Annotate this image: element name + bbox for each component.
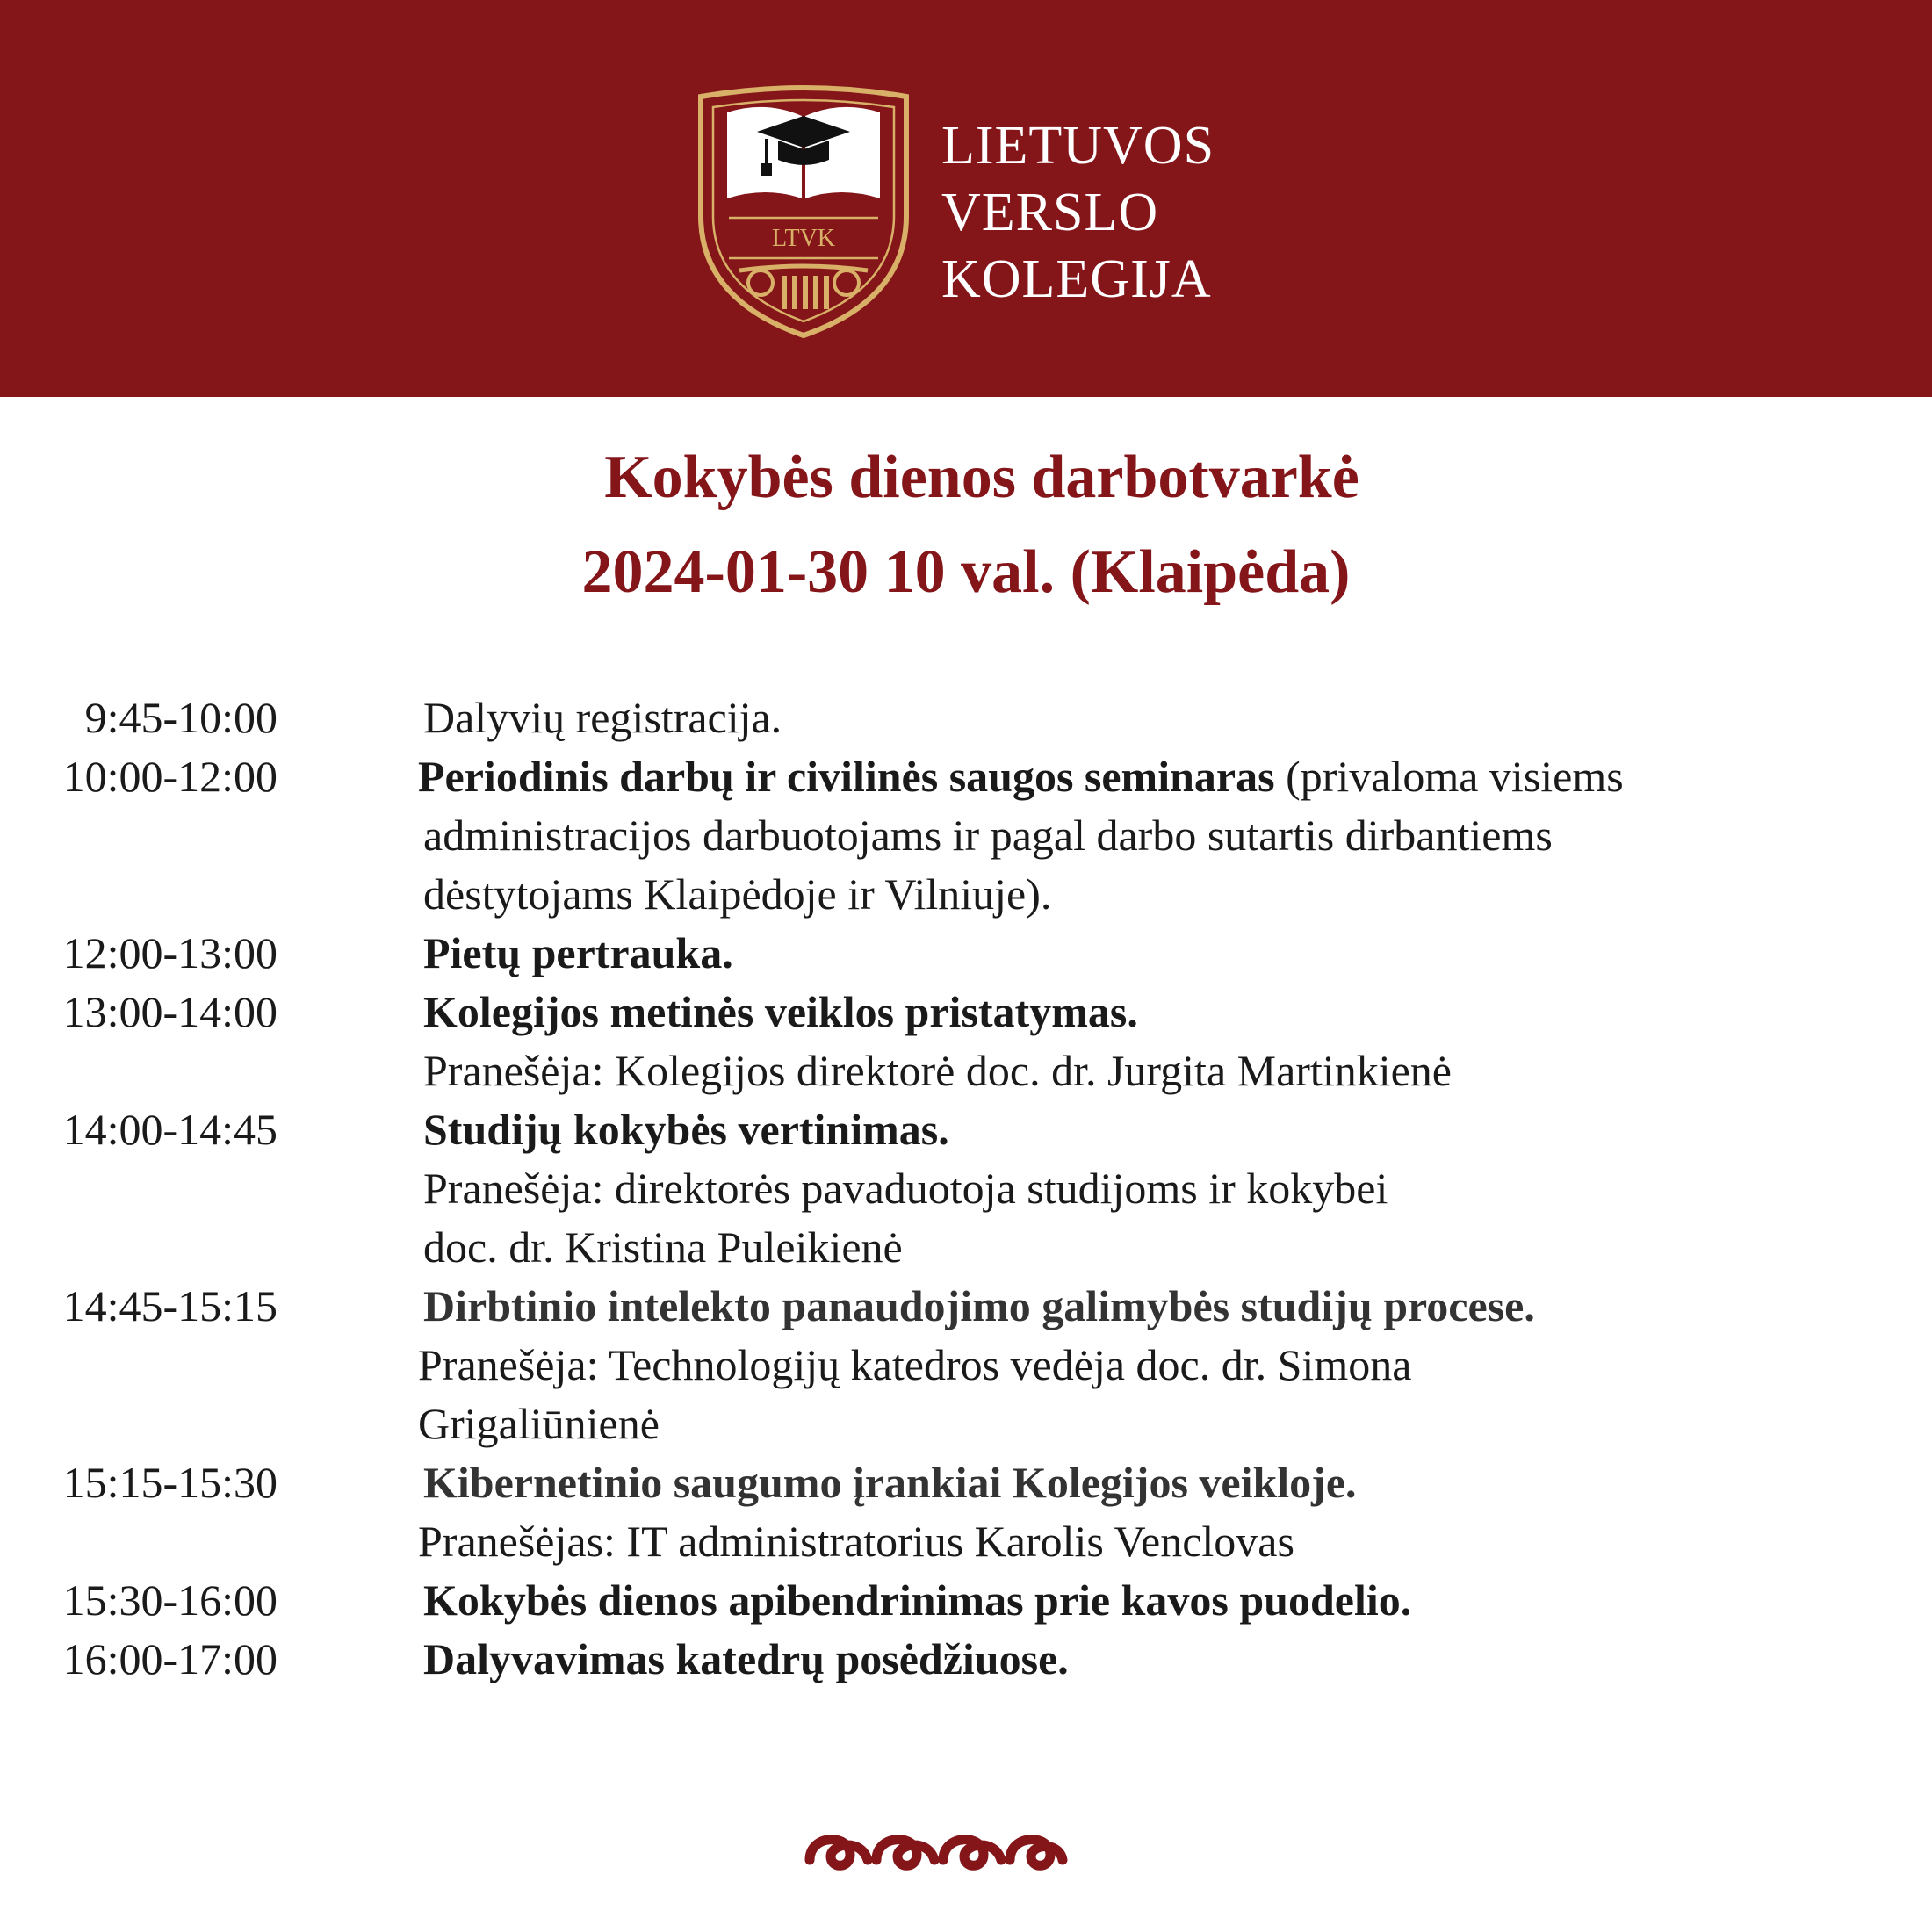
- agenda-time: 15:30-16:00: [62, 1575, 278, 1625]
- agenda-time: 14:00-14:45: [62, 1105, 278, 1154]
- header-banner: [0, 0, 1932, 397]
- agenda-time: 13:00-14:00: [62, 987, 278, 1036]
- agenda-row: [0, 1571, 1932, 1630]
- agenda-time: 12:00-13:00: [62, 928, 278, 977]
- agenda-speaker: Pranešėja: Kolegijos direktorė doc. dr. Jurgita Martinkienė: [423, 1046, 1452, 1095]
- agenda-speaker: doc. dr. Kristina Puleikienė: [423, 1222, 903, 1272]
- agenda-time: 16:00-17:00: [62, 1634, 278, 1683]
- college-name-line-3: KOLEGIJA: [941, 249, 1212, 309]
- agenda-row: [0, 747, 1932, 924]
- college-name: [941, 112, 1215, 313]
- agenda-title: Kokybės dienos apibendrinimas prie kavos puodelio.: [423, 1575, 1412, 1625]
- agenda-title: Kibernetinio saugumo įrankiai Kolegijos veikloje.: [423, 1458, 1357, 1507]
- agenda-time: 10:00-12:00: [62, 752, 278, 801]
- title-line-1: Kokybės dienos darbotvarkė: [604, 443, 1359, 511]
- agenda-speaker: Grigaliūnienė: [418, 1399, 660, 1448]
- agenda-title: Studijų kokybės vertinimas.: [423, 1105, 949, 1154]
- ornament-icon: [799, 1825, 1068, 1878]
- emblem-abbr: LTVK: [771, 225, 836, 252]
- title-line-2: 2024-01-30 10 val. (Klaipėda): [581, 538, 1351, 606]
- agenda-row: [0, 924, 1932, 983]
- college-name-line-1: LIETUVOS: [941, 116, 1215, 176]
- page-title: [0, 430, 1932, 620]
- agenda-title: Kolegijos metinės veiklos pristatymas.: [423, 987, 1138, 1036]
- agenda-row: [0, 688, 1932, 747]
- agenda-list: [0, 688, 1932, 1689]
- agenda-row: [0, 1100, 1932, 1277]
- agenda-time: 15:15-15:30: [62, 1458, 278, 1507]
- agenda-text: (privaloma visiems: [1274, 752, 1624, 801]
- agenda-row: [0, 983, 1932, 1100]
- agenda-text: Dalyvių registracija.: [423, 693, 782, 742]
- agenda-time: 9:45-10:00: [84, 693, 278, 742]
- agenda-time: 14:45-15:15: [62, 1281, 278, 1330]
- agenda-speaker: Pranešėja: Technologijų katedros vedėja doc. dr. Simona: [418, 1340, 1412, 1389]
- agenda-title: Periodinis darbų ir civilinės saugos seminaras: [418, 752, 1275, 801]
- agenda-detail-line: administracijos darbuotojams ir pagal darbo sutartis dirbantiems: [423, 811, 1553, 860]
- agenda-detail-line: dėstytojams Klaipėdoje ir Vilniuje).: [423, 869, 1052, 919]
- college-emblem-icon: [694, 84, 913, 339]
- agenda-title: Dalyvavimas katedrų posėdžiuose.: [423, 1634, 1069, 1683]
- agenda-title: Pietų pertrauka.: [423, 928, 733, 977]
- agenda-row: [0, 1630, 1932, 1689]
- agenda-title: Dirbtinio intelekto panaudojimo galimybės studijų procese.: [423, 1281, 1535, 1330]
- agenda-speaker: Pranešėja: direktorės pavaduotoja studijoms ir kokybei: [423, 1164, 1388, 1213]
- agenda-row: [0, 1277, 1932, 1453]
- agenda-speaker: Pranešėjas: IT administratorius Karolis Venclovas: [418, 1517, 1294, 1566]
- college-name-line-2: VERSLO: [941, 183, 1159, 242]
- agenda-row: [0, 1453, 1932, 1571]
